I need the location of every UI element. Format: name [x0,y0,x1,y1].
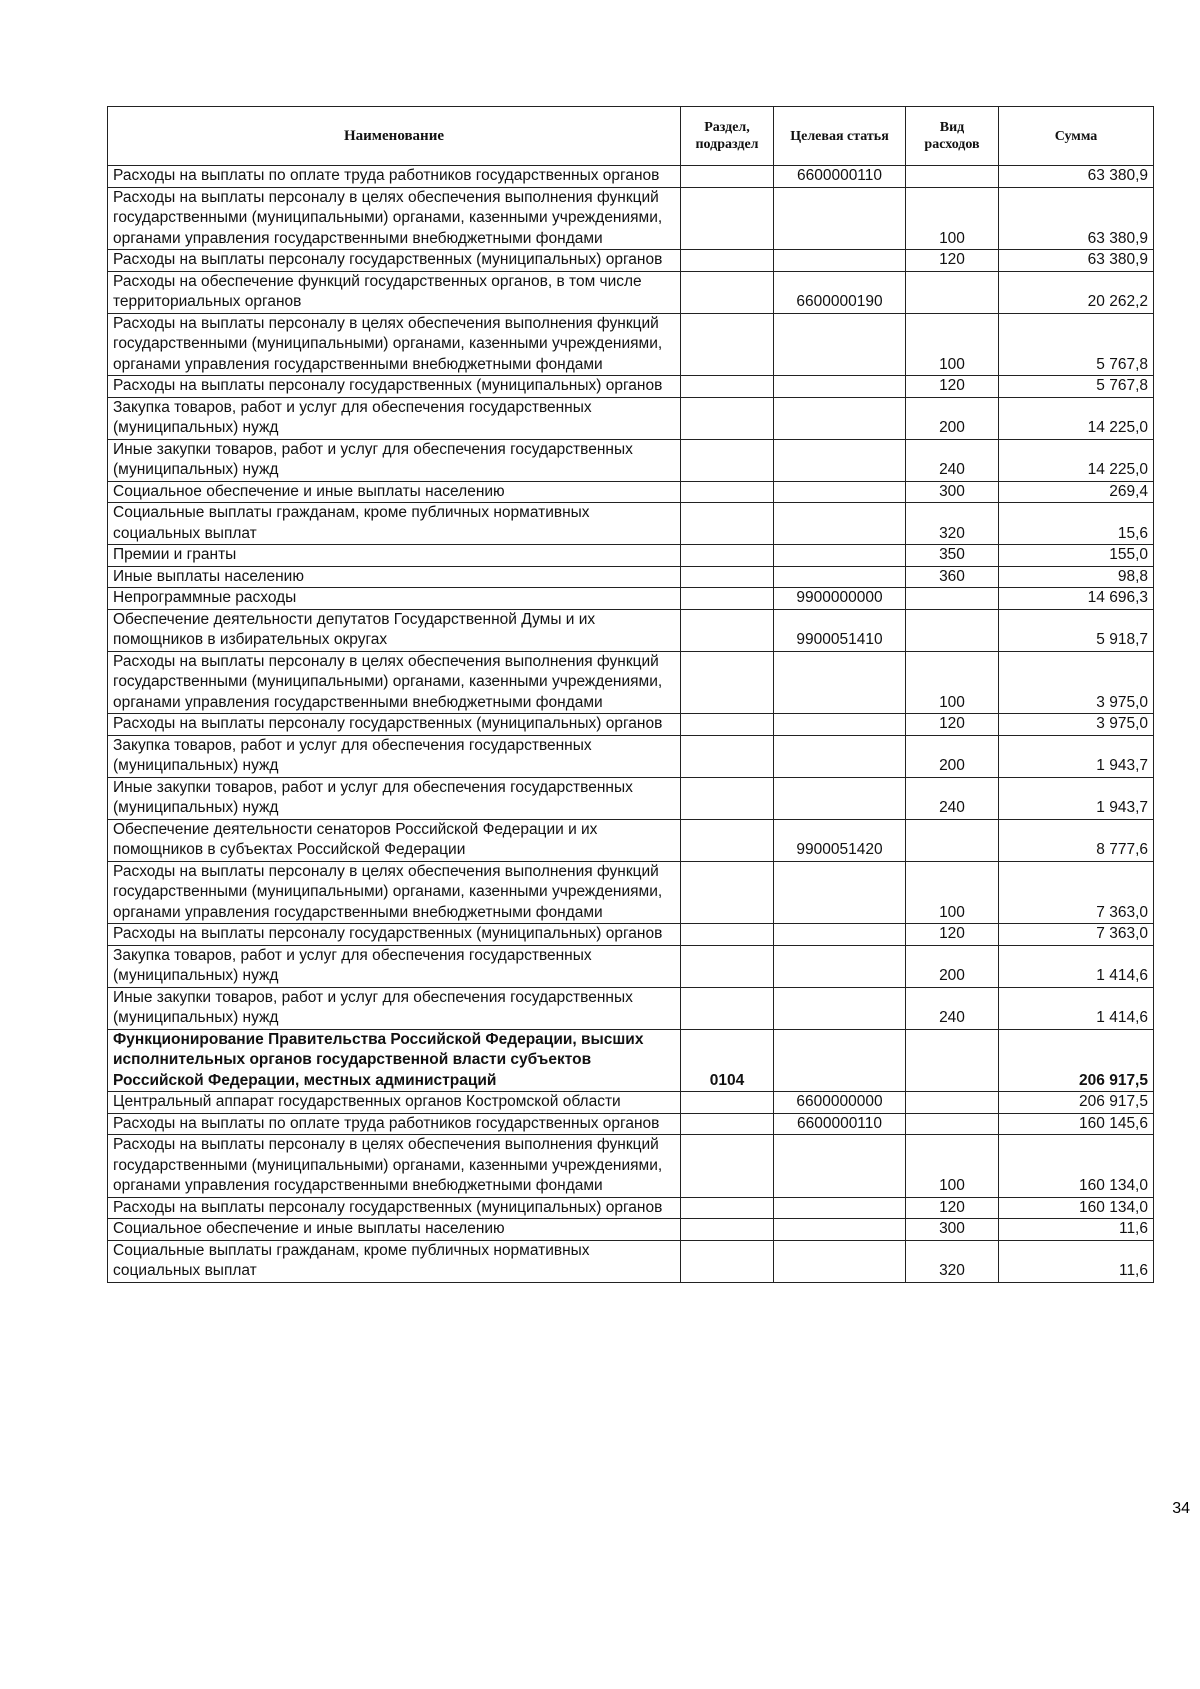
table-row [108,1092,1154,1114]
row-kind-cell: 120 [906,714,999,736]
row-target-cell [774,651,906,714]
row-sum-cell: 160 134,0 [999,1197,1154,1219]
row-target-cell [774,735,906,777]
row-name-cell: Расходы на выплаты по оплате труда работников государственных органов [108,166,681,188]
row-name-cell: Закупка товаров, работ и услуг для обеспечения государственных (муниципальных) нужд [108,945,681,987]
budget-table [107,106,1154,1283]
row-kind-cell: 100 [906,651,999,714]
row-name-cell: Премии и гранты [108,545,681,567]
table-row [108,987,1154,1029]
row-kind-cell [906,1029,999,1092]
page-number: 34 [1172,1500,1190,1517]
row-name-cell: Расходы на выплаты по оплате труда работников государственных органов [108,1113,681,1135]
row-sum-cell: 5 767,8 [999,313,1154,376]
row-section-cell [681,545,774,567]
row-target-cell [774,777,906,819]
row-name-cell: Расходы на выплаты персоналу в целях обеспечения выполнения функций государственными (муниципальными) органами, казенными учреждениями, органами управления государственными внебюджетными фондами [108,187,681,250]
row-target-cell [774,187,906,250]
row-name-cell: Обеспечение деятельности сенаторов Российской Федерации и их помощников в субъектах Российской Федерации [108,819,681,861]
row-sum-cell: 269,4 [999,481,1154,503]
row-name-cell: Иные закупки товаров, работ и услуг для обеспечения государственных (муниципальных) нужд [108,439,681,481]
row-kind-cell: 240 [906,987,999,1029]
row-section-cell [681,714,774,736]
row-sum-cell: 1 943,7 [999,735,1154,777]
row-section-cell [681,1135,774,1198]
table-row [108,439,1154,481]
table-row [108,777,1154,819]
table-row [108,609,1154,651]
row-name-cell: Иные закупки товаров, работ и услуг для обеспечения государственных (муниципальных) нужд [108,987,681,1029]
row-sum-cell: 5 918,7 [999,609,1154,651]
table-header-row [108,107,1154,166]
row-kind-cell [906,1113,999,1135]
row-section-cell [681,313,774,376]
row-kind-cell [906,1092,999,1114]
row-kind-cell [906,271,999,313]
header-target: Целевая статья [774,107,906,166]
row-target-cell [774,945,906,987]
table-row [108,545,1154,567]
table-row [108,566,1154,588]
table-body [108,166,1154,1283]
table-row [108,313,1154,376]
row-section-cell: 0104 [681,1029,774,1092]
row-sum-cell: 63 380,9 [999,166,1154,188]
table-row [108,651,1154,714]
row-sum-cell: 14 225,0 [999,439,1154,481]
table-row [108,819,1154,861]
row-section-cell [681,819,774,861]
row-kind-cell: 350 [906,545,999,567]
row-kind-cell: 100 [906,313,999,376]
table-row [108,271,1154,313]
row-kind-cell [906,609,999,651]
row-sum-cell: 7 363,0 [999,924,1154,946]
header-name: Наименование [108,107,681,166]
row-kind-cell: 240 [906,777,999,819]
row-section-cell [681,651,774,714]
row-section-cell [681,861,774,924]
row-sum-cell: 206 917,5 [999,1092,1154,1114]
row-target-cell [774,376,906,398]
row-name-cell: Расходы на выплаты персоналу государственных (муниципальных) органов [108,1197,681,1219]
row-sum-cell: 5 767,8 [999,376,1154,398]
row-target-cell [774,1240,906,1282]
row-kind-cell [906,588,999,610]
row-sum-cell: 11,6 [999,1240,1154,1282]
row-name-cell: Расходы на обеспечение функций государственных органов, в том числе территориальных органов [108,271,681,313]
row-sum-cell: 8 777,6 [999,819,1154,861]
row-sum-cell: 3 975,0 [999,651,1154,714]
table-row [108,588,1154,610]
row-name-cell: Закупка товаров, работ и услуг для обеспечения государственных (муниципальных) нужд [108,397,681,439]
row-section-cell [681,481,774,503]
row-sum-cell: 160 134,0 [999,1135,1154,1198]
row-target-cell [774,987,906,1029]
row-target-cell [774,250,906,272]
row-kind-cell: 120 [906,1197,999,1219]
row-kind-cell: 200 [906,735,999,777]
table-row [108,503,1154,545]
row-name-cell: Социальное обеспечение и иные выплаты населению [108,1219,681,1241]
row-section-cell [681,987,774,1029]
row-sum-cell: 63 380,9 [999,250,1154,272]
row-target-cell [774,566,906,588]
row-name-cell: Социальное обеспечение и иные выплаты населению [108,481,681,503]
row-section-cell [681,439,774,481]
row-section-cell [681,777,774,819]
row-sum-cell: 98,8 [999,566,1154,588]
row-kind-cell: 200 [906,945,999,987]
row-section-cell [681,187,774,250]
budget-document-page [107,106,1153,1283]
row-sum-cell: 1 414,6 [999,987,1154,1029]
row-sum-cell: 1 414,6 [999,945,1154,987]
row-kind-cell: 200 [906,397,999,439]
row-name-cell: Расходы на выплаты персоналу государственных (муниципальных) органов [108,924,681,946]
header-section: Раздел, подраздел [681,107,774,166]
row-sum-cell: 155,0 [999,545,1154,567]
row-section-cell [681,924,774,946]
table-row [108,166,1154,188]
row-name-cell: Расходы на выплаты персоналу государственных (муниципальных) органов [108,714,681,736]
row-section-cell [681,735,774,777]
table-row [108,1113,1154,1135]
table-row [108,861,1154,924]
row-kind-cell: 120 [906,376,999,398]
row-target-cell [774,397,906,439]
row-kind-cell: 300 [906,1219,999,1241]
table-row [108,1240,1154,1282]
row-name-cell: Иные выплаты населению [108,566,681,588]
row-target-cell [774,1029,906,1092]
table-row [108,376,1154,398]
table-row [108,1135,1154,1198]
row-section-cell [681,945,774,987]
row-kind-cell: 120 [906,924,999,946]
row-section-cell [681,376,774,398]
row-name-cell: Расходы на выплаты персоналу в целях обеспечения выполнения функций государственными (муниципальными) органами, казенными учреждениями, органами управления государственными внебюджетными фондами [108,1135,681,1198]
row-section-cell [681,503,774,545]
row-target-cell [774,1135,906,1198]
row-section-cell [681,609,774,651]
row-kind-cell [906,819,999,861]
row-name-cell: Социальные выплаты гражданам, кроме публичных нормативных социальных выплат [108,1240,681,1282]
table-row [108,1029,1154,1092]
row-sum-cell: 160 145,6 [999,1113,1154,1135]
row-target-cell: 6600000000 [774,1092,906,1114]
row-section-cell [681,1113,774,1135]
row-sum-cell: 1 943,7 [999,777,1154,819]
row-section-cell [681,271,774,313]
row-section-cell [681,1197,774,1219]
row-name-cell: Непрограммные расходы [108,588,681,610]
row-target-cell: 9900000000 [774,588,906,610]
row-target-cell [774,313,906,376]
row-name-cell: Расходы на выплаты персоналу в целях обеспечения выполнения функций государственными (муниципальными) органами, казенными учреждениями, органами управления государственными внебюджетными фондами [108,313,681,376]
row-name-cell: Закупка товаров, работ и услуг для обеспечения государственных (муниципальных) нужд [108,735,681,777]
row-section-cell [681,1092,774,1114]
row-target-cell [774,714,906,736]
row-kind-cell: 320 [906,503,999,545]
table-row [108,1197,1154,1219]
table-row [108,924,1154,946]
row-section-cell [681,566,774,588]
row-target-cell: 6600000190 [774,271,906,313]
row-sum-cell: 206 917,5 [999,1029,1154,1092]
row-name-cell: Иные закупки товаров, работ и услуг для обеспечения государственных (муниципальных) нужд [108,777,681,819]
row-kind-cell [906,166,999,188]
row-target-cell [774,924,906,946]
row-target-cell: 9900051420 [774,819,906,861]
row-target-cell: 6600000110 [774,166,906,188]
row-name-cell: Расходы на выплаты персоналу государственных (муниципальных) органов [108,250,681,272]
row-sum-cell: 20 262,2 [999,271,1154,313]
row-sum-cell: 7 363,0 [999,861,1154,924]
row-target-cell [774,481,906,503]
row-section-cell [681,1219,774,1241]
row-name-cell: Центральный аппарат государственных органов Костромской области [108,1092,681,1114]
row-name-cell: Социальные выплаты гражданам, кроме публичных нормативных социальных выплат [108,503,681,545]
table-row [108,1219,1154,1241]
row-target-cell [774,861,906,924]
row-section-cell [681,166,774,188]
row-kind-cell: 360 [906,566,999,588]
row-target-cell: 9900051410 [774,609,906,651]
row-sum-cell: 14 225,0 [999,397,1154,439]
row-section-cell [681,397,774,439]
table-row [108,481,1154,503]
row-target-cell [774,503,906,545]
header-kind: Вид расходов [906,107,999,166]
row-kind-cell: 240 [906,439,999,481]
row-kind-cell: 300 [906,481,999,503]
row-sum-cell: 63 380,9 [999,187,1154,250]
header-sum: Сумма [999,107,1154,166]
table-row [108,250,1154,272]
row-kind-cell: 100 [906,1135,999,1198]
table-row [108,714,1154,736]
table-row [108,187,1154,250]
row-section-cell [681,250,774,272]
row-sum-cell: 14 696,3 [999,588,1154,610]
row-sum-cell: 15,6 [999,503,1154,545]
row-name-cell: Функционирование Правительства Российской Федерации, высших исполнительных органов государственной власти субъектов Российской Федерации, местных администраций [108,1029,681,1092]
table-row [108,397,1154,439]
row-target-cell [774,1219,906,1241]
row-kind-cell: 120 [906,250,999,272]
row-name-cell: Обеспечение деятельности депутатов Государственной Думы и их помощников в избирательных округах [108,609,681,651]
row-section-cell [681,588,774,610]
row-target-cell: 6600000110 [774,1113,906,1135]
row-name-cell: Расходы на выплаты персоналу в целях обеспечения выполнения функций государственными (муниципальными) органами, казенными учреждениями, органами управления государственными внебюджетными фондами [108,651,681,714]
row-target-cell [774,1197,906,1219]
row-sum-cell: 3 975,0 [999,714,1154,736]
table-row [108,945,1154,987]
row-kind-cell: 100 [906,187,999,250]
row-section-cell [681,1240,774,1282]
row-target-cell [774,545,906,567]
table-row [108,735,1154,777]
row-name-cell: Расходы на выплаты персоналу государственных (муниципальных) органов [108,376,681,398]
row-kind-cell: 100 [906,861,999,924]
row-kind-cell: 320 [906,1240,999,1282]
row-target-cell [774,439,906,481]
row-sum-cell: 11,6 [999,1219,1154,1241]
row-name-cell: Расходы на выплаты персоналу в целях обеспечения выполнения функций государственными (муниципальными) органами, казенными учреждениями, органами управления государственными внебюджетными фондами [108,861,681,924]
